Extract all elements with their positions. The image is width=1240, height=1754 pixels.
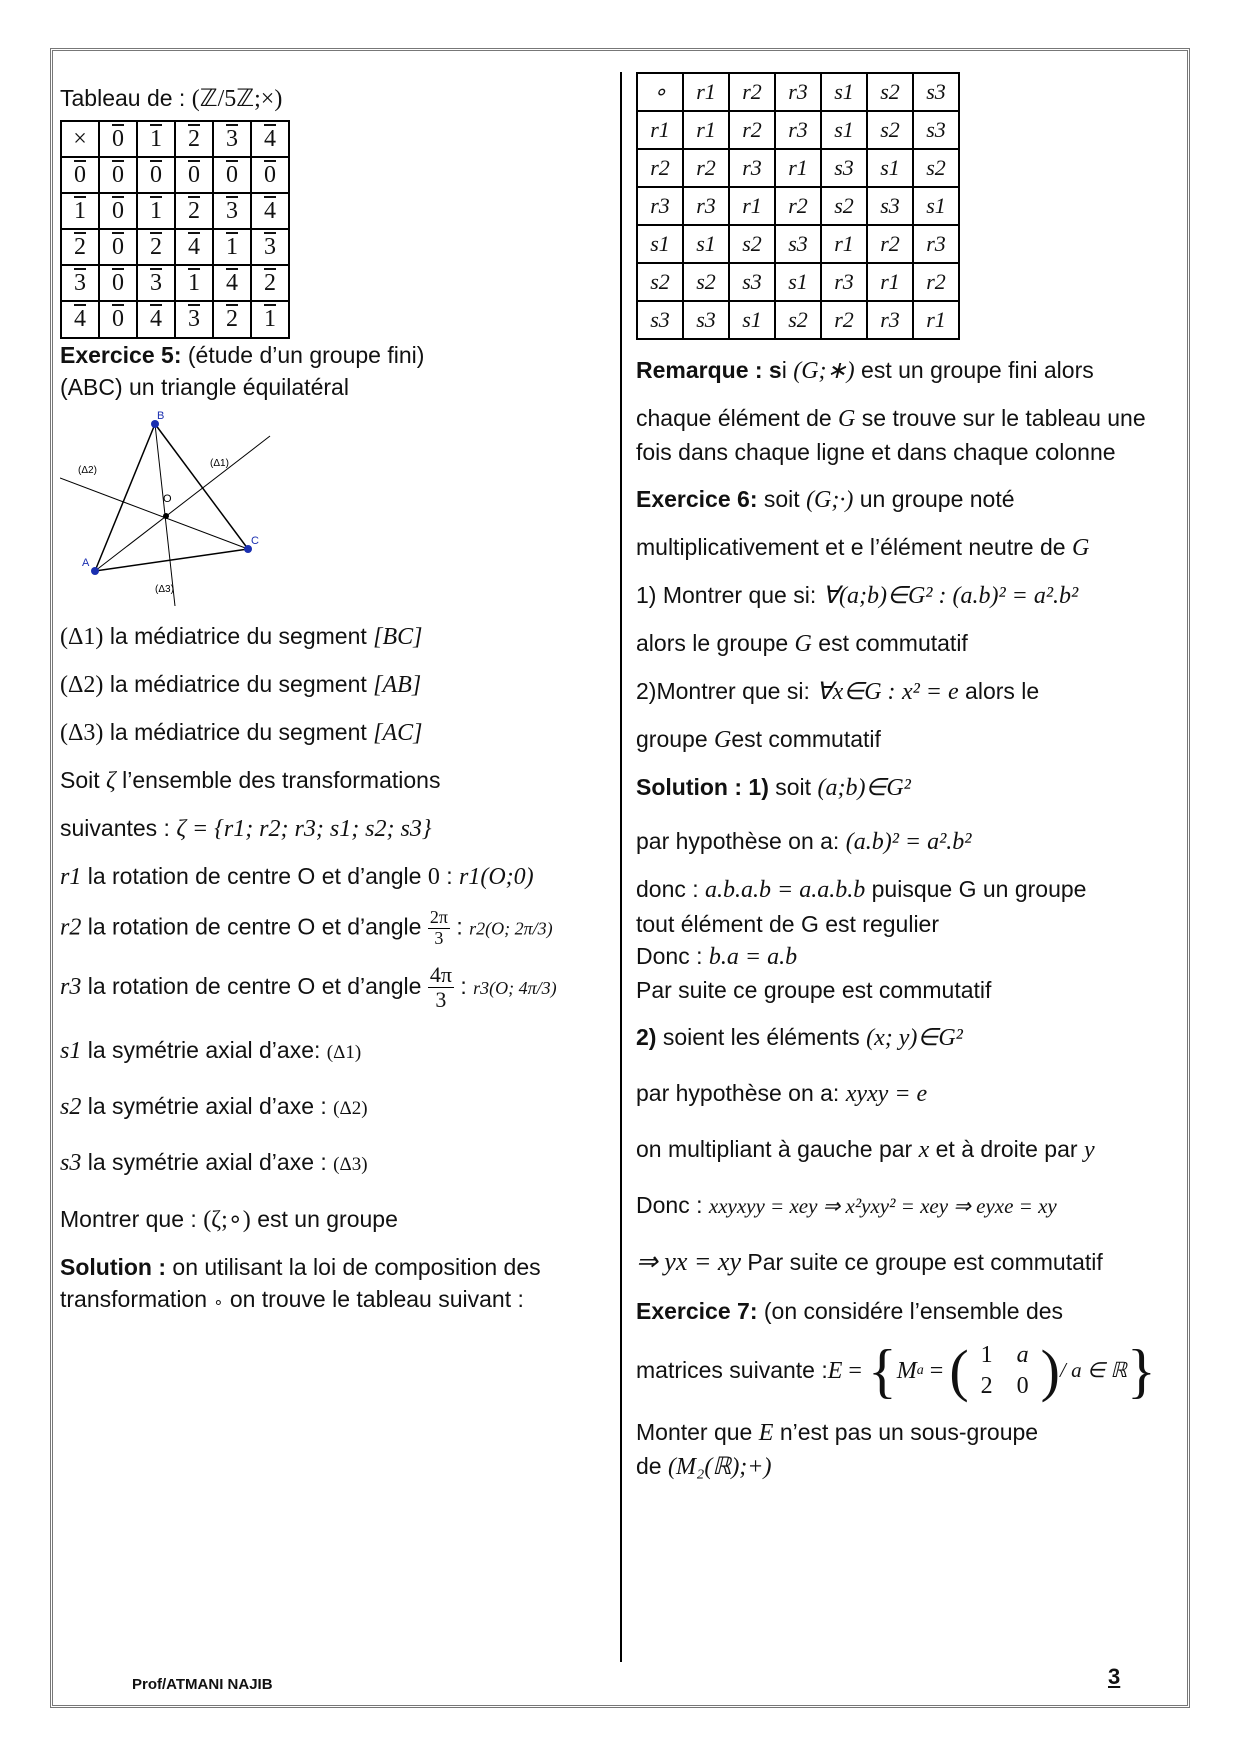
comp-table-cell: s3 bbox=[683, 301, 729, 339]
ex7-cond: / a ∈ ℝ bbox=[1059, 1357, 1127, 1382]
med3-math: (Δ3) bbox=[60, 720, 104, 747]
z5-table-cell: 3 bbox=[213, 121, 251, 157]
med1-segment: [BC] bbox=[373, 623, 423, 650]
q2-math1: ∀x∈G : bbox=[816, 679, 896, 706]
montrer-math: (ζ;∘) bbox=[203, 1206, 251, 1233]
comp-table-cell: r1 bbox=[683, 73, 729, 111]
label-a: A bbox=[82, 556, 90, 569]
z5-table-cell: 1 bbox=[175, 265, 213, 301]
donc3-text: Donc : bbox=[636, 1192, 703, 1219]
set-line bbox=[60, 812, 610, 846]
z5-table-row bbox=[61, 157, 289, 193]
q1-b: alors le groupe bbox=[636, 630, 789, 657]
z5-table-cell: 1 bbox=[137, 193, 175, 229]
z5-table-row bbox=[61, 265, 289, 301]
comp-table-cell: s1 bbox=[821, 111, 867, 149]
z5-table-cell: 3 bbox=[213, 193, 251, 229]
comp-table-cell: s3 bbox=[867, 187, 913, 225]
sol2-text: soient les éléments bbox=[662, 1023, 860, 1050]
q1-g: G bbox=[794, 631, 812, 658]
comp-table-cell: s1 bbox=[913, 187, 959, 225]
s3-symbol: s3 bbox=[60, 1150, 82, 1177]
solution-5-op: ∘ bbox=[213, 1294, 224, 1312]
remarque-l2a: chaque élément de bbox=[636, 405, 832, 432]
sol-math: (a;b)∈G² bbox=[817, 775, 911, 802]
exercise-5-line2: (ABC) un triangle équilatéral bbox=[60, 374, 349, 401]
r2-num: 2π bbox=[429, 907, 448, 928]
mediatrice-3 bbox=[60, 716, 610, 750]
r1-def: r1(O;0) bbox=[459, 864, 534, 891]
r2-den: 3 bbox=[434, 928, 444, 949]
med1-text: la médiatrice du segment bbox=[109, 622, 367, 649]
remarque-label: Remarque : s bbox=[636, 357, 782, 383]
comp-table-cell: r3 bbox=[775, 73, 821, 111]
z5-table-cell: 2 bbox=[175, 193, 213, 229]
r1-text: la rotation de centre O et d’angle bbox=[87, 863, 422, 890]
mult-x: x bbox=[918, 1137, 930, 1164]
exercise-5-heading bbox=[60, 339, 610, 372]
donc-1 bbox=[636, 873, 1176, 907]
soit-rest: l’ensemble des transformations bbox=[122, 767, 441, 794]
comp-table-cell: r2 bbox=[867, 225, 913, 263]
hyp1-text: par hypothèse on a: bbox=[636, 828, 840, 855]
exercise-7-heading bbox=[636, 1295, 1176, 1328]
s1-symbol: s1 bbox=[60, 1038, 82, 1065]
question-1-cont bbox=[636, 627, 1176, 661]
exercise-7-label: Exercice 7: bbox=[636, 1297, 758, 1324]
label-b: B bbox=[157, 409, 165, 422]
tableau-title: Tableau de : bbox=[60, 85, 186, 111]
comp-table-cell: s2 bbox=[637, 263, 683, 301]
comp-table-cell: s1 bbox=[683, 225, 729, 263]
hyp2-math: xyxy = e bbox=[845, 1080, 928, 1107]
exercise-6-label: Exercice 6: bbox=[636, 485, 758, 512]
footer-page-number: 3 bbox=[1108, 1664, 1121, 1689]
q2-c: groupe bbox=[636, 726, 708, 753]
z5-table-cell: 2 bbox=[137, 229, 175, 265]
comp-table-row bbox=[637, 225, 959, 263]
r3-symbol: r3 bbox=[60, 973, 82, 1000]
donc1-math: a.b.a.b = a.a.b.b bbox=[705, 877, 866, 904]
ex7-text: (on considére l’ensemble des bbox=[763, 1297, 1064, 1324]
z5-table-cell: 2 bbox=[175, 121, 213, 157]
ex7-e: E bbox=[827, 1357, 843, 1384]
r3-num: 4π bbox=[429, 961, 452, 987]
comp-table-cell: s1 bbox=[775, 263, 821, 301]
comp-table-cell: r1 bbox=[821, 225, 867, 263]
ex7-matrix bbox=[969, 1340, 1041, 1402]
comp-table-cell: r2 bbox=[729, 111, 775, 149]
s2-line bbox=[60, 1090, 610, 1124]
z5-table-cell: 0 bbox=[99, 229, 137, 265]
comp-table-row bbox=[637, 73, 959, 111]
z5-table-cell: 2 bbox=[251, 265, 289, 301]
s1-text: la symétrie axial d’axe: bbox=[87, 1037, 321, 1064]
z5-table-cell: 4 bbox=[251, 121, 289, 157]
hypothesis-2 bbox=[636, 1077, 1176, 1111]
r3-den: 3 bbox=[435, 987, 447, 1013]
comp-table-cell: s1 bbox=[637, 225, 683, 263]
exercise-7-matrix-line: matrices suivante : E = { M a = ( 1 a 2 0 ) / a ∈ ℝ } bbox=[636, 1337, 1156, 1404]
comp-table-cell: s2 bbox=[867, 111, 913, 149]
donc1-rest: puisque G un groupe bbox=[871, 876, 1087, 903]
left-column bbox=[60, 82, 610, 1316]
q1-math: ∀(a;b)∈G² : (a.b)² = a².b² bbox=[822, 582, 1079, 609]
comp-table-cell: s3 bbox=[729, 263, 775, 301]
z5-table-cell: 0 bbox=[61, 157, 99, 193]
z5-table-cell: 0 bbox=[251, 157, 289, 193]
comp-table-cell: r2 bbox=[683, 149, 729, 187]
exercise-6-line2 bbox=[636, 531, 1176, 565]
ex6-math: (G;·) bbox=[806, 486, 854, 513]
comp-table-cell: s2 bbox=[683, 263, 729, 301]
comp-table-cell: s2 bbox=[821, 187, 867, 225]
z5-table-cell: 0 bbox=[137, 157, 175, 193]
soit-line bbox=[60, 764, 610, 798]
impl-math: ⇒ yx = xy bbox=[636, 1246, 741, 1276]
z5-table-cell: 2 bbox=[213, 301, 251, 337]
montrer-line bbox=[60, 1203, 610, 1237]
montrer-rest: est un groupe bbox=[257, 1205, 398, 1232]
donc-3 bbox=[636, 1189, 1176, 1222]
column-divider bbox=[620, 72, 622, 1662]
comp-table-row bbox=[637, 111, 959, 149]
ex7-m22: 0 bbox=[1016, 1372, 1029, 1399]
right-column bbox=[636, 72, 1176, 1484]
regulier-line: tout élément de G est regulier bbox=[636, 910, 939, 937]
comp-table-row bbox=[637, 187, 959, 225]
r3-def: r3(O; 4π/3) bbox=[473, 977, 557, 998]
solution-5-text: on utilisant la loi de composition des transformation bbox=[60, 1253, 541, 1313]
s2-symbol: s2 bbox=[60, 1094, 82, 1121]
label-delta2: (Δ2) bbox=[78, 464, 97, 476]
mult-b: et à droite par bbox=[935, 1136, 1078, 1163]
s1-line bbox=[60, 1034, 610, 1068]
z5-table-cell: 0 bbox=[99, 265, 137, 301]
q2-math2: x² = e bbox=[901, 679, 959, 706]
q2-d: est commutatif bbox=[731, 726, 881, 753]
comp-table-cell: r3 bbox=[867, 301, 913, 339]
comp-table-cell: r1 bbox=[775, 149, 821, 187]
remarque-rest: est un groupe fini alors bbox=[861, 357, 1094, 383]
footer-author: Prof/ATMANI NAJIB bbox=[132, 1676, 273, 1693]
comp-table-cell: r2 bbox=[913, 263, 959, 301]
donc1-text: donc : bbox=[636, 876, 699, 903]
ex7-de: de bbox=[636, 1452, 662, 1479]
donc3-math: xxyxyy = xey ⇒ x²yxy² = xey ⇒ eyxe = xy bbox=[708, 1194, 1057, 1219]
s2-text: la symétrie axial d’axe : bbox=[87, 1093, 327, 1120]
ex6-rest: un groupe noté bbox=[859, 485, 1015, 512]
comp-table-cell: r3 bbox=[775, 111, 821, 149]
z5-table-cell: 4 bbox=[175, 229, 213, 265]
comp-table-cell: s1 bbox=[867, 149, 913, 187]
r1-line: r1 la rotation de centre O et d’angle 0 : r1(O;0) bbox=[60, 863, 534, 891]
ex7-m12: a bbox=[1016, 1341, 1029, 1368]
ex6-l2: multiplicativement et e l’élément neutre de bbox=[636, 533, 1066, 560]
comp-table-cell: r2 bbox=[821, 301, 867, 339]
med2-math: (Δ2) bbox=[60, 671, 104, 698]
question-1 bbox=[636, 579, 1176, 613]
composition-table bbox=[636, 72, 960, 340]
ex7-m21: 2 bbox=[980, 1372, 993, 1399]
multiply-line bbox=[636, 1133, 1176, 1167]
solution-6-heading bbox=[636, 771, 1176, 805]
r2-symbol: r2 bbox=[60, 914, 82, 941]
med3-text: la médiatrice du segment bbox=[109, 719, 367, 746]
comp-table-cell: s3 bbox=[913, 111, 959, 149]
comp-table-cell: s2 bbox=[867, 73, 913, 111]
z5-table-row bbox=[61, 301, 289, 337]
comp-table-cell: s2 bbox=[775, 301, 821, 339]
comp-table-cell: s1 bbox=[821, 73, 867, 111]
z5-table-cell: 0 bbox=[175, 157, 213, 193]
comp-table-cell: r2 bbox=[775, 187, 821, 225]
z5-table-cell: 1 bbox=[61, 193, 99, 229]
z5-multiplication-table bbox=[60, 120, 290, 338]
z5-table-cell: 4 bbox=[137, 301, 175, 337]
comp-table-row bbox=[637, 149, 959, 187]
ex6-soit: soit bbox=[763, 485, 800, 512]
sol-soit: soit bbox=[775, 774, 812, 801]
mediatrice-1 bbox=[60, 620, 610, 654]
r1-angle: 0 bbox=[427, 864, 440, 891]
label-delta1: (Δ1) bbox=[210, 457, 229, 469]
comp-table-cell: ∘ bbox=[637, 73, 683, 111]
hyp1-math: (a.b)² = a².b² bbox=[845, 829, 972, 856]
comp-table-cell: s3 bbox=[913, 73, 959, 111]
comp-table-cell: r1 bbox=[683, 111, 729, 149]
ex7-m: M bbox=[896, 1357, 917, 1384]
r3-line: r3 la rotation de centre O et d’angle $\frac{4\pi}{3}$ : r3(O; 4π/3) bbox=[60, 961, 557, 1013]
s2-axis: (Δ2) bbox=[333, 1098, 368, 1120]
zeta-symbol: ζ bbox=[106, 768, 116, 795]
q2-b: alors le bbox=[965, 678, 1040, 705]
z5-table-cell: 3 bbox=[137, 265, 175, 301]
implication-line bbox=[636, 1244, 1176, 1281]
mult-a: on multipliant à gauche par bbox=[636, 1136, 913, 1163]
med3-segment: [AC] bbox=[373, 720, 423, 747]
med2-text: la médiatrice du segment bbox=[109, 670, 367, 697]
label-c: C bbox=[251, 534, 259, 547]
comp-table-cell: s2 bbox=[913, 149, 959, 187]
med2-segment: [AB] bbox=[373, 671, 422, 698]
soit-text: Soit bbox=[60, 767, 100, 794]
ex7-q-rest: n’est pas un sous-groupe bbox=[779, 1418, 1039, 1445]
z5-table-cell: 2 bbox=[61, 229, 99, 265]
comp-table-cell: s3 bbox=[775, 225, 821, 263]
comp-table-cell: r3 bbox=[683, 187, 729, 225]
r2-angle-fraction bbox=[428, 908, 450, 949]
z5-table-cell: 0 bbox=[99, 193, 137, 229]
z5-table-row bbox=[61, 193, 289, 229]
solution-2-heading bbox=[636, 1021, 1176, 1055]
impl-rest: Par suite ce groupe est commutatif bbox=[747, 1248, 1103, 1275]
comp-table-cell: r2 bbox=[729, 73, 775, 111]
ex7-q: Monter que bbox=[636, 1418, 753, 1445]
tableau-math: (ℤ/5ℤ;×) bbox=[191, 86, 283, 112]
tableau-heading bbox=[60, 82, 610, 116]
solution-5 bbox=[60, 1251, 610, 1316]
ex7-de-math: (M₂(ℝ);+) bbox=[667, 1453, 772, 1480]
q1-a: 1) Montrer que si: bbox=[636, 581, 817, 608]
comp-table-cell: r1 bbox=[913, 301, 959, 339]
z5-table-cell: 0 bbox=[99, 121, 137, 157]
solution-5-label: Solution : bbox=[60, 1253, 167, 1280]
comp-table-cell: r1 bbox=[637, 111, 683, 149]
ex6-g: G bbox=[1071, 534, 1090, 561]
comp-table-cell: r3 bbox=[729, 149, 775, 187]
z5-table-cell: 3 bbox=[61, 265, 99, 301]
remarque-g: G bbox=[838, 406, 856, 433]
suivantes-text: suivantes : bbox=[60, 815, 170, 842]
hypothesis-1 bbox=[636, 825, 1176, 859]
ex7-l2: matrices suivante : bbox=[636, 1357, 828, 1384]
r3-angle-fraction bbox=[428, 963, 454, 1012]
solution-6-label: Solution : 1) bbox=[636, 774, 769, 801]
mediatrice-2 bbox=[60, 668, 610, 702]
z5-table-cell: × bbox=[61, 121, 99, 157]
r2-def: r2(O; 2π/3) bbox=[469, 918, 553, 939]
z5-table-row bbox=[61, 229, 289, 265]
solution-5-rest: on trouve le tableau suivant : bbox=[229, 1286, 524, 1313]
z5-table-cell: 0 bbox=[99, 301, 137, 337]
parsuite-1: Par suite ce groupe est commutatif bbox=[636, 977, 992, 1004]
question-2-cont bbox=[636, 723, 1176, 757]
montrer-text: Montrer que : bbox=[60, 1205, 197, 1232]
remarque bbox=[636, 354, 1176, 388]
comp-table-row bbox=[637, 263, 959, 301]
label-delta3: (Δ3) bbox=[155, 583, 174, 595]
z5-table-cell: 0 bbox=[213, 157, 251, 193]
remarque-i: i bbox=[781, 357, 787, 383]
r2-line: r2 la rotation de centre O et d’angle $\frac{2\pi}{3}$ : r2(O; 2π/3) bbox=[60, 907, 553, 949]
q2-a: 2)Montrer que si: bbox=[636, 678, 810, 705]
exercise-5-title: (étude d’un groupe fini) bbox=[187, 341, 425, 368]
z5-table-cell: 3 bbox=[251, 229, 289, 265]
comp-table-cell: s3 bbox=[637, 301, 683, 339]
z5-table-cell: 0 bbox=[99, 157, 137, 193]
r3-text: la rotation de centre O et d’angle bbox=[87, 972, 422, 999]
z5-table-cell: 1 bbox=[137, 121, 175, 157]
exercise-5-label: Exercice 5: bbox=[60, 341, 182, 368]
med1-math: (Δ1) bbox=[60, 623, 104, 650]
s3-text: la symétrie axial d’axe : bbox=[87, 1149, 327, 1176]
comp-table-cell: r3 bbox=[913, 225, 959, 263]
sol2-label: 2) bbox=[636, 1023, 657, 1050]
comp-table-cell: r1 bbox=[729, 187, 775, 225]
z5-table-cell: 3 bbox=[175, 301, 213, 337]
question-2 bbox=[636, 675, 1176, 709]
z5-table-cell: 4 bbox=[251, 193, 289, 229]
z5-table-cell: 1 bbox=[251, 301, 289, 337]
comp-table-row bbox=[637, 301, 959, 339]
ex7-q-e: E bbox=[758, 1419, 774, 1446]
z5-table-row bbox=[61, 121, 289, 157]
triangle-figure bbox=[60, 406, 290, 606]
comp-table-cell: s2 bbox=[729, 225, 775, 263]
z5-table-cell: 4 bbox=[213, 265, 251, 301]
remarque-l2b: se trouve sur le tableau une fois dans chaque ligne et dans chaque colonne bbox=[636, 405, 1146, 466]
donc2-math: b.a = a.b bbox=[708, 944, 798, 971]
q2-g: G bbox=[714, 727, 732, 754]
comp-table-cell: r1 bbox=[867, 263, 913, 301]
remarque-math: (G;∗) bbox=[793, 358, 855, 384]
comp-table-cell: s1 bbox=[729, 301, 775, 339]
remarque-body bbox=[636, 402, 1176, 469]
exercise-7-question bbox=[636, 1416, 1176, 1450]
sol2-math: (x; y)∈G² bbox=[866, 1024, 963, 1051]
donc-2 bbox=[636, 940, 1176, 974]
comp-table-cell: r2 bbox=[637, 149, 683, 187]
q1-c: est commutatif bbox=[818, 630, 968, 657]
r1-symbol: r1 bbox=[60, 864, 82, 891]
r2-text: la rotation de centre O et d’angle bbox=[87, 913, 422, 940]
comp-table-cell: r3 bbox=[821, 263, 867, 301]
hyp2-text: par hypothèse on a: bbox=[636, 1079, 840, 1106]
s3-line bbox=[60, 1146, 610, 1180]
comp-table-cell: r3 bbox=[637, 187, 683, 225]
donc2-text: Donc : bbox=[636, 943, 703, 970]
s3-axis: (Δ3) bbox=[333, 1154, 368, 1176]
set-math: ζ = {r1; r2; r3; s1; s2; s3} bbox=[176, 816, 432, 843]
exercise-7-de bbox=[636, 1450, 1176, 1484]
z5-table-cell: 1 bbox=[213, 229, 251, 265]
ex7-a-sub: a bbox=[916, 1362, 924, 1378]
ex7-m11: 1 bbox=[980, 1341, 993, 1368]
z5-table-cell: 4 bbox=[61, 301, 99, 337]
label-o: O bbox=[163, 492, 172, 505]
comp-table-cell: s3 bbox=[821, 149, 867, 187]
exercise-6-heading bbox=[636, 483, 1176, 517]
s1-axis: (Δ1) bbox=[326, 1042, 362, 1064]
mult-y: y bbox=[1083, 1137, 1095, 1164]
